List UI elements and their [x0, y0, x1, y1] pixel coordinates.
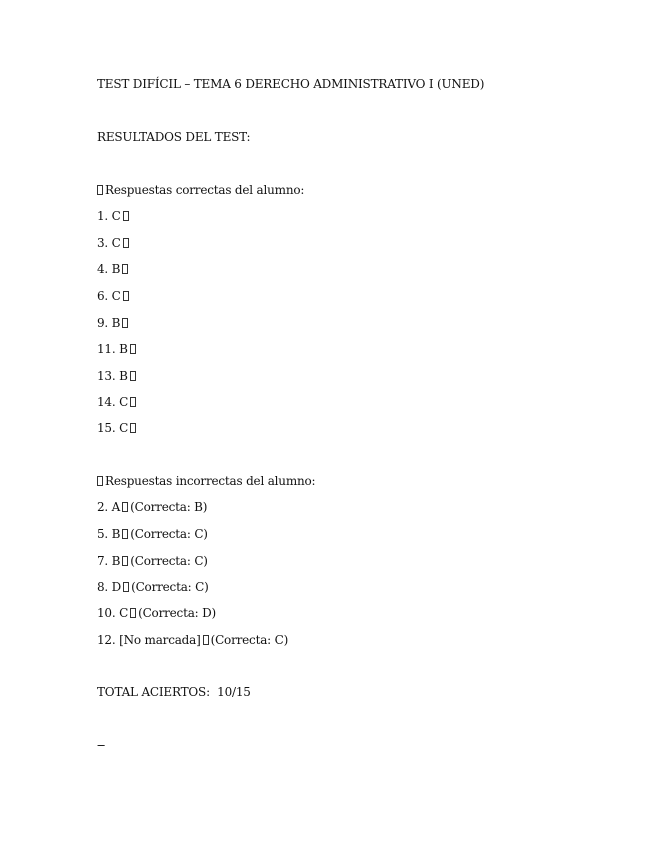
correct-heading-text: Respuestas correctas del alumno:: [105, 183, 305, 197]
check-icon: [130, 423, 136, 433]
list-item: 4. B: [97, 262, 130, 276]
correct-section-heading: [97, 183, 304, 197]
check-icon: [123, 291, 129, 301]
checkmark-icon: [97, 185, 103, 195]
list-item: 3. C: [97, 236, 131, 250]
list-item: 9. B: [97, 316, 130, 330]
check-icon: [130, 397, 136, 407]
cross-icon: [97, 476, 103, 486]
check-icon: [123, 211, 129, 221]
incorrect-section-heading: [97, 474, 315, 488]
list-item: 12. [No marcada] (Correcta: C): [97, 633, 289, 647]
list-item: 7. B (Correcta: C): [97, 554, 208, 568]
list-item: 8. D (Correcta: C): [97, 580, 209, 594]
check-icon: [122, 318, 128, 328]
list-item: 1. C: [97, 209, 131, 223]
total-score: TOTAL ACIERTOS: 10/15: [97, 685, 251, 699]
cross-icon: [130, 608, 136, 618]
check-icon: [123, 238, 129, 248]
separator: ---: [97, 738, 104, 752]
cross-icon: [123, 582, 129, 592]
check-icon: [130, 344, 136, 354]
check-icon: [122, 264, 128, 274]
list-item: 15. C: [97, 421, 138, 435]
cross-icon: [122, 502, 128, 512]
list-item: 11. B: [97, 342, 138, 356]
list-item: 6. C: [97, 289, 131, 303]
cross-icon: [122, 529, 128, 539]
document-title: TEST DIFÍCIL – TEMA 6 DERECHO ADMINISTRATIVO I (UNED): [97, 77, 485, 91]
list-item: 14. C: [97, 395, 138, 409]
list-item: 13. B: [97, 369, 138, 383]
cross-icon: [122, 556, 128, 566]
results-heading: RESULTADOS DEL TEST:: [97, 130, 251, 144]
list-item: 2. A (Correcta: B): [97, 500, 208, 514]
check-icon: [130, 371, 136, 381]
cross-icon: [203, 635, 209, 645]
list-item: 5. B (Correcta: C): [97, 527, 208, 541]
incorrect-heading-text: Respuestas incorrectas del alumno:: [105, 474, 316, 488]
list-item: 10. C (Correcta: D): [97, 606, 217, 620]
